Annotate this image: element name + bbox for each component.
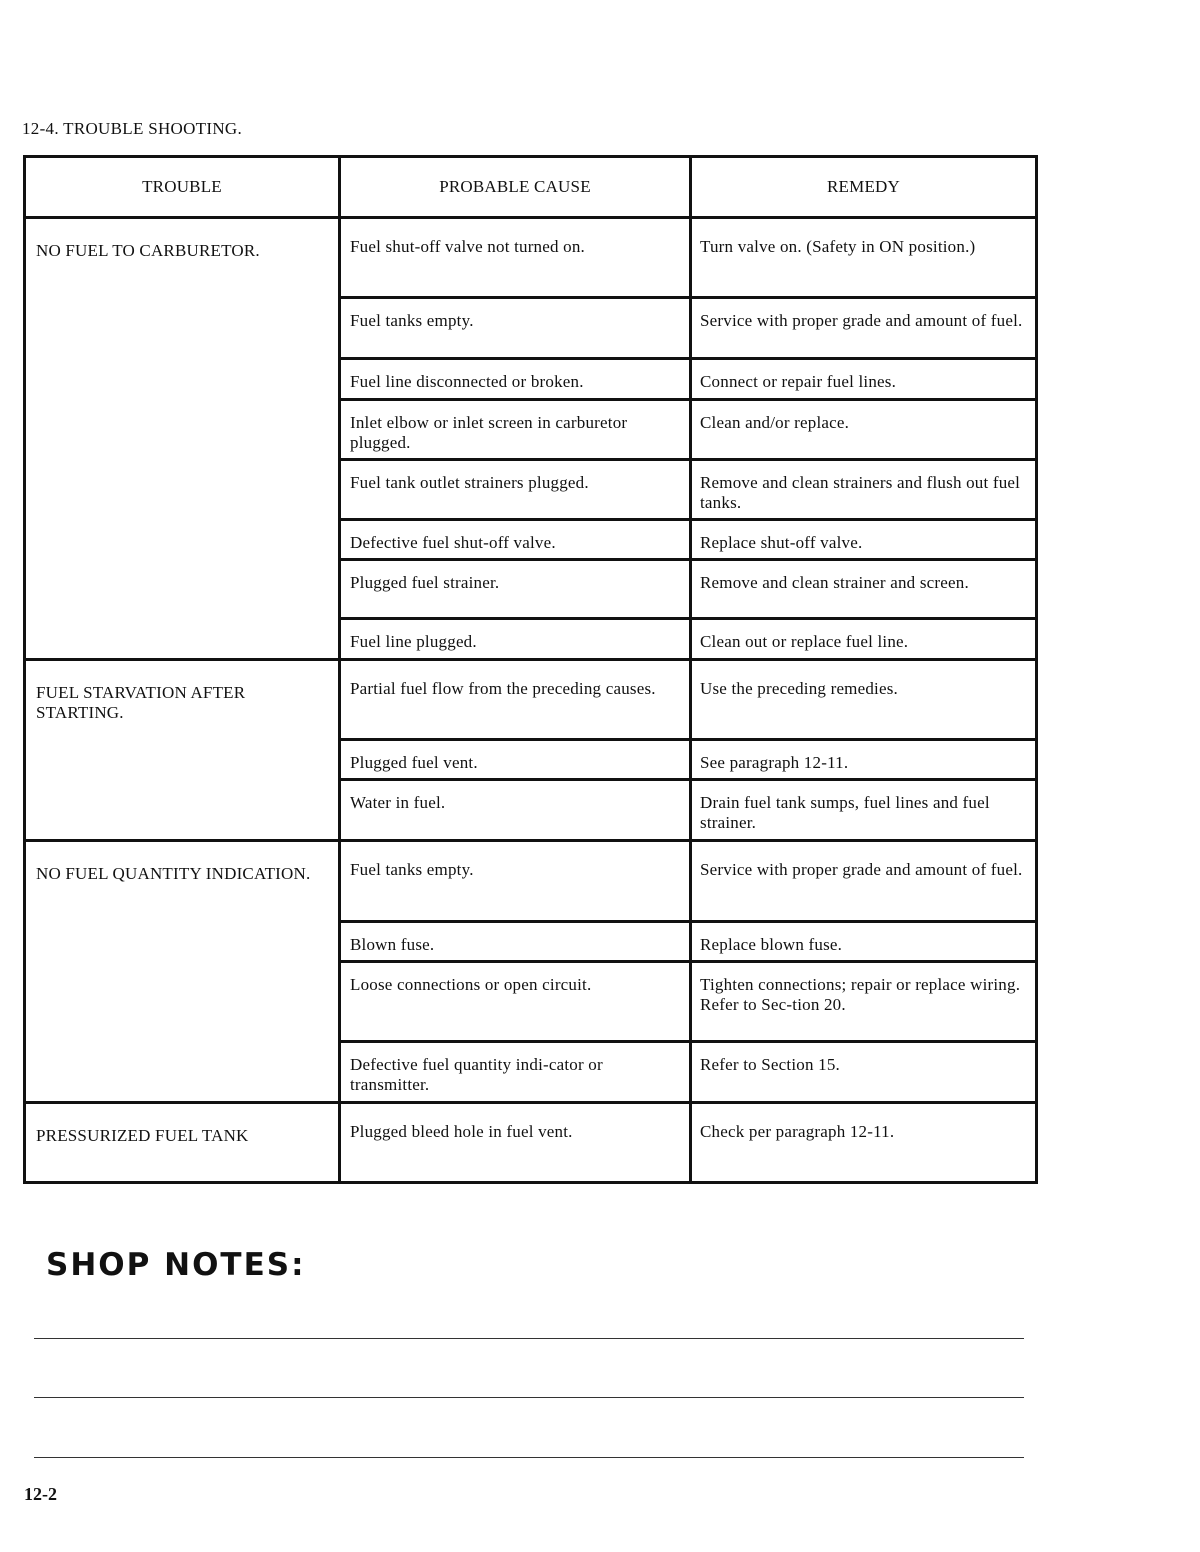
remedy-cell: Connect or repair fuel lines. bbox=[691, 359, 1037, 400]
note-line bbox=[34, 1397, 1024, 1398]
trouble-cell: PRESSURIZED FUEL TANK bbox=[25, 1103, 340, 1183]
table-row bbox=[25, 841, 1037, 922]
cause-cell: Blown fuse. bbox=[340, 922, 691, 962]
trouble-cell: NO FUEL QUANTITY INDICATION. bbox=[25, 841, 340, 1103]
cause-cell: Inlet elbow or inlet screen in carburetor plugged. bbox=[340, 400, 691, 460]
remedy-cell: Clean and/or replace. bbox=[691, 400, 1037, 460]
cause-cell: Fuel tanks empty. bbox=[340, 841, 691, 922]
table-row bbox=[25, 1103, 1037, 1183]
cause-cell: Fuel shut-off valve not turned on. bbox=[340, 218, 691, 298]
remedy-cell: Replace blown fuse. bbox=[691, 922, 1037, 962]
table-row bbox=[25, 660, 1037, 740]
trouble-cell: NO FUEL TO CARBURETOR. bbox=[25, 218, 340, 660]
header-probable-cause: PROBABLE CAUSE bbox=[340, 157, 691, 218]
table-row bbox=[25, 218, 1037, 298]
cause-cell: Fuel tanks empty. bbox=[340, 298, 691, 359]
note-line bbox=[34, 1457, 1024, 1458]
table-header-row bbox=[25, 157, 1037, 218]
remedy-cell: Service with proper grade and amount of fuel. bbox=[691, 298, 1037, 359]
cause-cell: Plugged bleed hole in fuel vent. bbox=[340, 1103, 691, 1183]
troubleshooting-table bbox=[23, 155, 1038, 1184]
cause-cell: Fuel tank outlet strainers plugged. bbox=[340, 460, 691, 520]
remedy-cell: Replace shut-off valve. bbox=[691, 520, 1037, 560]
note-line bbox=[34, 1338, 1024, 1339]
remedy-cell: Remove and clean strainers and flush out fuel tanks. bbox=[691, 460, 1037, 520]
cause-cell: Plugged fuel vent. bbox=[340, 740, 691, 780]
cause-cell: Fuel line disconnected or broken. bbox=[340, 359, 691, 400]
cause-cell: Fuel line plugged. bbox=[340, 619, 691, 660]
cause-cell: Plugged fuel strainer. bbox=[340, 560, 691, 619]
section-heading: 12-4. TROUBLE SHOOTING. bbox=[22, 119, 243, 138]
remedy-cell: Tighten connections; repair or replace wiring. Refer to Sec-tion 20. bbox=[691, 962, 1037, 1042]
cause-cell: Water in fuel. bbox=[340, 780, 691, 841]
remedy-cell: See paragraph 12-11. bbox=[691, 740, 1037, 780]
shop-notes-title: SHOP NOTES: bbox=[46, 1247, 306, 1283]
remedy-cell: Turn valve on. (Safety in ON position.) bbox=[691, 218, 1037, 298]
cause-cell: Defective fuel shut-off valve. bbox=[340, 520, 691, 560]
cause-cell: Defective fuel quantity indi-cator or transmitter. bbox=[340, 1042, 691, 1103]
cause-cell: Partial fuel flow from the preceding causes. bbox=[340, 660, 691, 740]
header-remedy: REMEDY bbox=[691, 157, 1037, 218]
trouble-cell: FUEL STARVATION AFTER STARTING. bbox=[25, 660, 340, 841]
header-trouble: TROUBLE bbox=[25, 157, 340, 218]
remedy-cell: Check per paragraph 12-11. bbox=[691, 1103, 1037, 1183]
remedy-cell: Service with proper grade and amount of fuel. bbox=[691, 841, 1037, 922]
remedy-cell: Use the preceding remedies. bbox=[691, 660, 1037, 740]
remedy-cell: Clean out or replace fuel line. bbox=[691, 619, 1037, 660]
remedy-cell: Refer to Section 15. bbox=[691, 1042, 1037, 1103]
remedy-cell: Drain fuel tank sumps, fuel lines and fuel strainer. bbox=[691, 780, 1037, 841]
cause-cell: Loose connections or open circuit. bbox=[340, 962, 691, 1042]
remedy-cell: Remove and clean strainer and screen. bbox=[691, 560, 1037, 619]
page-number: 12-2 bbox=[24, 1484, 57, 1504]
